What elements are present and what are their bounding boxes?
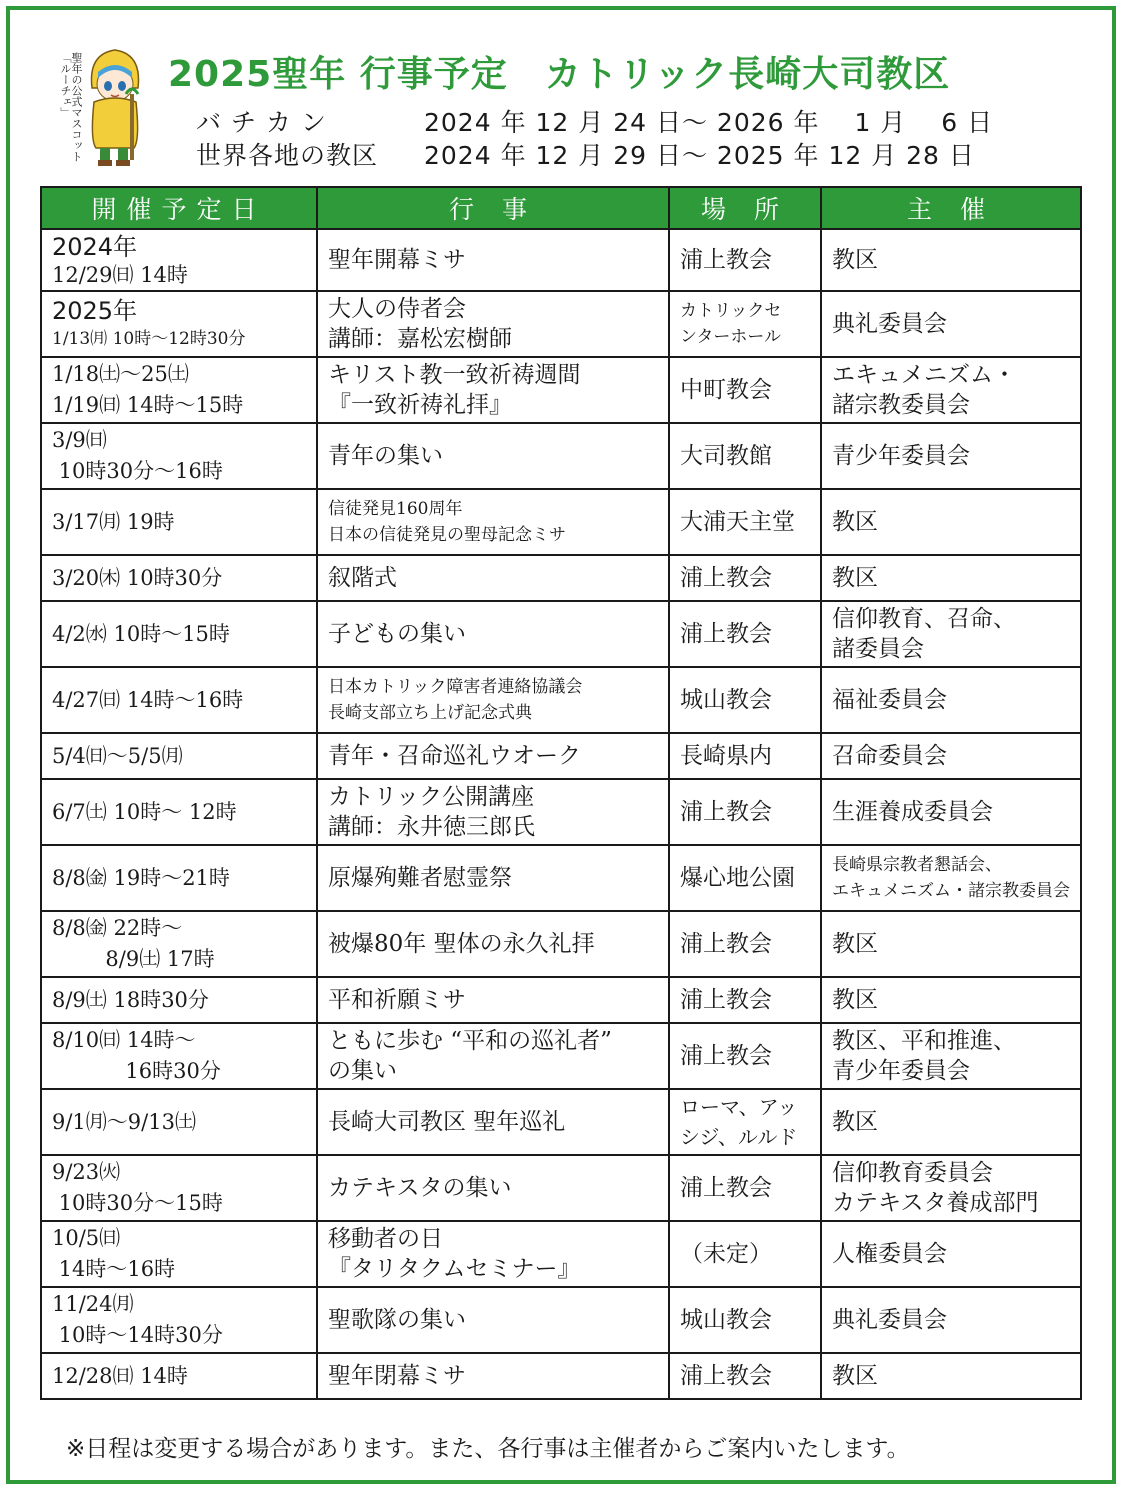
cell-event: ともに歩む “平和の巡礼者” の集い bbox=[317, 1023, 669, 1089]
cell-host: エキュメニズム・ 諸宗教委員会 bbox=[821, 357, 1081, 423]
cell-date-text: 1/18㈯〜25㈯ 1/19㈰ 14時〜15時 bbox=[52, 362, 244, 417]
cell-date-text: 12/28㈰ 14時 bbox=[52, 1363, 188, 1388]
table-row bbox=[41, 291, 1081, 357]
cell-host: 人権委員会 bbox=[821, 1221, 1081, 1287]
cell-event: 叙階式 bbox=[317, 555, 669, 601]
cell-event: 青年・召命巡礼ウオーク bbox=[317, 733, 669, 779]
table-row bbox=[41, 1155, 1081, 1221]
cell-date bbox=[41, 845, 317, 911]
cell-host: 典礼委員会 bbox=[821, 291, 1081, 357]
cell-place: 爆心地公園 bbox=[669, 845, 821, 911]
cell-year: 2024年 bbox=[52, 233, 138, 261]
header-event: 行 事 bbox=[317, 187, 669, 229]
cell-event: 聖歌隊の集い bbox=[317, 1287, 669, 1353]
cell-place: 浦上教会 bbox=[669, 1353, 821, 1399]
cell-date-text: 1/13㈪ 10時〜12時30分 bbox=[52, 329, 246, 349]
table-row bbox=[41, 1221, 1081, 1287]
cell-event: 被爆80年 聖体の永久礼拝 bbox=[317, 911, 669, 977]
period-range: 2024 年 12 月 24 日〜 2026 年 1 月 6 日 bbox=[424, 108, 994, 137]
cell-place: （未定） bbox=[669, 1221, 821, 1287]
cell-event: 原爆殉難者慰霊祭 bbox=[317, 845, 669, 911]
cell-date bbox=[41, 291, 317, 357]
table-row bbox=[41, 733, 1081, 779]
table-row bbox=[41, 977, 1081, 1023]
table-row bbox=[41, 555, 1081, 601]
cell-place: 大浦天主堂 bbox=[669, 489, 821, 555]
header-date: 開催予定日 bbox=[41, 187, 317, 229]
cell-event: 平和祈願ミサ bbox=[317, 977, 669, 1023]
cell-event: カトリック公開講座 講師：永井徳三郎氏 bbox=[317, 779, 669, 845]
cell-host: 生涯養成委員会 bbox=[821, 779, 1081, 845]
cell-host: 典礼委員会 bbox=[821, 1287, 1081, 1353]
cell-date bbox=[41, 489, 317, 555]
table-row bbox=[41, 601, 1081, 667]
cell-date-text: 3/9㈰ 10時30分〜16時 bbox=[52, 428, 223, 483]
table-row bbox=[41, 489, 1081, 555]
table-row bbox=[41, 667, 1081, 733]
period-vatican bbox=[196, 103, 993, 139]
table-row bbox=[41, 357, 1081, 423]
cell-event: 子どもの集い bbox=[317, 601, 669, 667]
cell-host: 信仰教育委員会 カテキスタ養成部門 bbox=[821, 1155, 1081, 1221]
period-label: バ チ カ ン bbox=[196, 108, 327, 137]
table-row bbox=[41, 911, 1081, 977]
cell-place: カトリックセ ンターホール bbox=[669, 291, 821, 357]
cell-place: 城山教会 bbox=[669, 1287, 821, 1353]
cell-place: 中町教会 bbox=[669, 357, 821, 423]
cell-date bbox=[41, 1353, 317, 1399]
mascot-caption: 聖年の公式マスコット「ルーチェ」 bbox=[59, 52, 83, 162]
cell-year: 2025年 bbox=[52, 297, 138, 325]
page-title: 2025聖年 行事予定 カトリック長崎大司教区 bbox=[168, 54, 951, 95]
cell-date-text: 6/7㈯ 10時〜 12時 bbox=[52, 799, 237, 824]
schedule-table bbox=[40, 186, 1082, 1400]
cell-date bbox=[41, 1089, 317, 1155]
cell-place: 浦上教会 bbox=[669, 601, 821, 667]
cell-host: 福祉委員会 bbox=[821, 667, 1081, 733]
cell-date-text: 10/5㈰ 14時〜16時 bbox=[52, 1226, 176, 1281]
cell-date-text: 3/20㈭ 10時30分 bbox=[52, 565, 223, 590]
cell-event: 青年の集い bbox=[317, 423, 669, 489]
cell-date-text: 8/10㈰ 14時〜 16時30分 bbox=[52, 1028, 221, 1083]
cell-date-text: 8/9㈯ 18時30分 bbox=[52, 987, 209, 1012]
table-row bbox=[41, 779, 1081, 845]
period-dioceses bbox=[196, 136, 975, 172]
cell-host: 召命委員会 bbox=[821, 733, 1081, 779]
cell-date bbox=[41, 1287, 317, 1353]
cell-host: 青少年委員会 bbox=[821, 423, 1081, 489]
cell-place: 長崎県内 bbox=[669, 733, 821, 779]
cell-date bbox=[41, 779, 317, 845]
cell-host: 教区 bbox=[821, 1089, 1081, 1155]
cell-date bbox=[41, 667, 317, 733]
cell-date bbox=[41, 911, 317, 977]
cell-place: 浦上教会 bbox=[669, 1155, 821, 1221]
mascot-luce-icon bbox=[80, 44, 150, 174]
cell-host: 信仰教育、召命、 諸委員会 bbox=[821, 601, 1081, 667]
cell-place: 城山教会 bbox=[669, 667, 821, 733]
cell-place: 浦上教会 bbox=[669, 977, 821, 1023]
cell-place: 浦上教会 bbox=[669, 1023, 821, 1089]
cell-date-text: 11/24㈪ 10時〜14時30分 bbox=[52, 1292, 223, 1347]
cell-date-text: 8/8㈮ 22時〜 8/9㈯ 17時 bbox=[52, 916, 215, 971]
period-range: 2024 年 12 月 29 日〜 2025 年 12 月 28 日 bbox=[424, 141, 975, 170]
cell-date bbox=[41, 229, 317, 291]
table-row bbox=[41, 229, 1081, 291]
cell-date bbox=[41, 733, 317, 779]
cell-event: 日本カトリック障害者連絡協議会 長崎支部立ち上げ記念式典 bbox=[317, 667, 669, 733]
cell-host: 教区 bbox=[821, 911, 1081, 977]
cell-date-text: 5/4㈰〜5/5㈪ bbox=[52, 743, 183, 768]
cell-date bbox=[41, 977, 317, 1023]
cell-date-text: 9/23㈫ 10時30分〜15時 bbox=[52, 1160, 223, 1215]
cell-place: 浦上教会 bbox=[669, 911, 821, 977]
table-row bbox=[41, 423, 1081, 489]
footer-note: ※日程は変更する場合があります。また、各行事は主催者からご案内いたします。 bbox=[66, 1436, 910, 1462]
cell-date bbox=[41, 1221, 317, 1287]
cell-date-text: 9/1㈪〜9/13㈯ bbox=[52, 1109, 196, 1134]
cell-date-text: 8/8㈮ 19時〜21時 bbox=[52, 865, 230, 890]
cell-place: 浦上教会 bbox=[669, 779, 821, 845]
cell-host: 教区 bbox=[821, 229, 1081, 291]
table-header-row bbox=[41, 187, 1081, 229]
table-row bbox=[41, 1089, 1081, 1155]
table-row bbox=[41, 845, 1081, 911]
cell-date bbox=[41, 1023, 317, 1089]
cell-host: 教区 bbox=[821, 1353, 1081, 1399]
cell-place: 大司教館 bbox=[669, 423, 821, 489]
cell-place: 浦上教会 bbox=[669, 229, 821, 291]
cell-host: 教区 bbox=[821, 489, 1081, 555]
cell-date-text: 4/2㈬ 10時〜15時 bbox=[52, 621, 230, 646]
cell-date bbox=[41, 357, 317, 423]
table-row bbox=[41, 1353, 1081, 1399]
header-place: 場 所 bbox=[669, 187, 821, 229]
cell-date-text: 3/17㈪ 19時 bbox=[52, 509, 175, 534]
cell-event: 長崎大司教区 聖年巡礼 bbox=[317, 1089, 669, 1155]
cell-date-text: 4/27㈰ 14時〜16時 bbox=[52, 687, 244, 712]
cell-date-text: 12/29㈰ 14時 bbox=[52, 263, 188, 287]
period-label: 世界各地の教区 bbox=[196, 141, 379, 170]
cell-host: 教区 bbox=[821, 977, 1081, 1023]
cell-host: 長崎県宗教者懇話会、 エキュメニズム・諸宗教委員会 bbox=[821, 845, 1081, 911]
cell-event: 移動者の日 『タリタクムセミナー』 bbox=[317, 1221, 669, 1287]
cell-place: ローマ、アッ シジ、ルルド bbox=[669, 1089, 821, 1155]
cell-place: 浦上教会 bbox=[669, 555, 821, 601]
cell-event: キリスト教一致祈祷週間 『一致祈祷礼拝』 bbox=[317, 357, 669, 423]
cell-event: 聖年開幕ミサ bbox=[317, 229, 669, 291]
cell-event: 信徒発見160周年 日本の信徒発見の聖母記念ミサ bbox=[317, 489, 669, 555]
cell-event: 大人の侍者会 講師：嘉松宏樹師 bbox=[317, 291, 669, 357]
cell-date bbox=[41, 555, 317, 601]
cell-date bbox=[41, 423, 317, 489]
cell-event: 聖年閉幕ミサ bbox=[317, 1353, 669, 1399]
table-row bbox=[41, 1023, 1081, 1089]
cell-host: 教区、平和推進、 青少年委員会 bbox=[821, 1023, 1081, 1089]
table-row bbox=[41, 1287, 1081, 1353]
header-host: 主 催 bbox=[821, 187, 1081, 229]
cell-event: カテキスタの集い bbox=[317, 1155, 669, 1221]
cell-date bbox=[41, 1155, 317, 1221]
cell-host: 教区 bbox=[821, 555, 1081, 601]
cell-date bbox=[41, 601, 317, 667]
